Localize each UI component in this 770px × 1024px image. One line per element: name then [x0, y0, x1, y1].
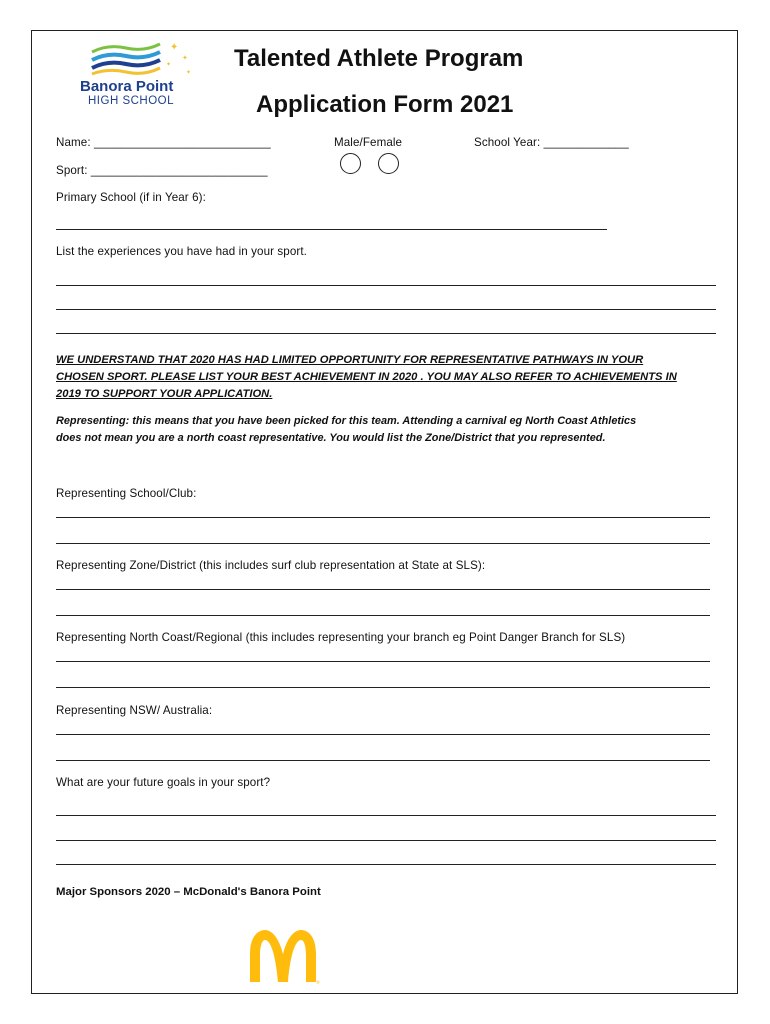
- representing-definition-1: Representing: this means that you have been picked for this team. Attending a carnival eg North Coast Athletics: [56, 415, 637, 427]
- name-field[interactable]: Name: ___________________________: [56, 136, 271, 149]
- zone-district-label: Representing Zone/District (this includes surf club representation at State at SLS):: [56, 559, 486, 572]
- zone-district-line[interactable]: [56, 589, 710, 590]
- logo-waves-graphic: [88, 38, 198, 83]
- mcdonalds-logo-icon: [246, 928, 320, 984]
- svg-text:®: ®: [316, 980, 320, 984]
- school-year-field[interactable]: School Year: _____________: [474, 136, 629, 149]
- logo-school-subtitle: HIGH SCHOOL: [88, 95, 175, 107]
- notice-line-2: CHOSEN SPORT. PLEASE LIST YOUR BEST ACHIEVEMENT IN 2020 . YOU MAY ALSO REFER TO ACHIEVEMENTS IN: [56, 371, 677, 383]
- form-title: Talented Athlete Program: [234, 45, 524, 72]
- north-coast-label: Representing North Coast/Regional (this includes representing your branch eg Point Danger Branch for SLS): [56, 631, 626, 644]
- nsw-australia-line[interactable]: [56, 760, 710, 761]
- nsw-australia-line[interactable]: [56, 734, 710, 735]
- primary-school-line[interactable]: [56, 229, 607, 230]
- school-club-line[interactable]: [56, 543, 710, 544]
- form-subtitle: Application Form 2021: [256, 91, 514, 118]
- representing-definition-2: does not mean you are a north coast representative. You would list the Zone/District that you represented.: [56, 432, 606, 444]
- svg-text:✦: ✦: [170, 42, 179, 53]
- future-goals-line[interactable]: [56, 815, 716, 816]
- notice-line-1: WE UNDERSTAND THAT 2020 HAS HAD LIMITED OPPORTUNITY FOR REPRESENTATIVE PATHWAYS IN YOUR: [56, 354, 644, 366]
- experience-line[interactable]: [56, 285, 716, 286]
- svg-text:✦: ✦: [186, 69, 192, 76]
- school-club-label: Representing School/Club:: [56, 487, 197, 500]
- female-radio[interactable]: [378, 153, 399, 174]
- svg-text:✦: ✦: [166, 61, 172, 68]
- future-goals-label: What are your future goals in your sport?: [56, 776, 271, 789]
- north-coast-line[interactable]: [56, 687, 710, 688]
- sponsors-text: Major Sponsors 2020 – McDonald's Banora Point: [56, 886, 321, 898]
- primary-school-label: Primary School (if in Year 6):: [56, 191, 206, 204]
- logo-school-name: Banora Point: [80, 78, 174, 95]
- sport-field[interactable]: Sport: ___________________________: [56, 164, 268, 177]
- experience-line[interactable]: [56, 333, 716, 334]
- zone-district-line[interactable]: [56, 615, 710, 616]
- school-club-line[interactable]: [56, 517, 710, 518]
- future-goals-line[interactable]: [56, 864, 716, 865]
- future-goals-line[interactable]: [56, 840, 716, 841]
- male-radio[interactable]: [340, 153, 361, 174]
- nsw-australia-label: Representing NSW/ Australia:: [56, 704, 213, 717]
- notice-line-3: 2019 TO SUPPORT YOUR APPLICATION.: [56, 388, 273, 400]
- experiences-label: List the experiences you have had in your sport.: [56, 245, 307, 258]
- experience-line[interactable]: [56, 309, 716, 310]
- north-coast-line[interactable]: [56, 661, 710, 662]
- svg-text:✦: ✦: [182, 54, 188, 62]
- gender-label: Male/Female: [334, 136, 403, 149]
